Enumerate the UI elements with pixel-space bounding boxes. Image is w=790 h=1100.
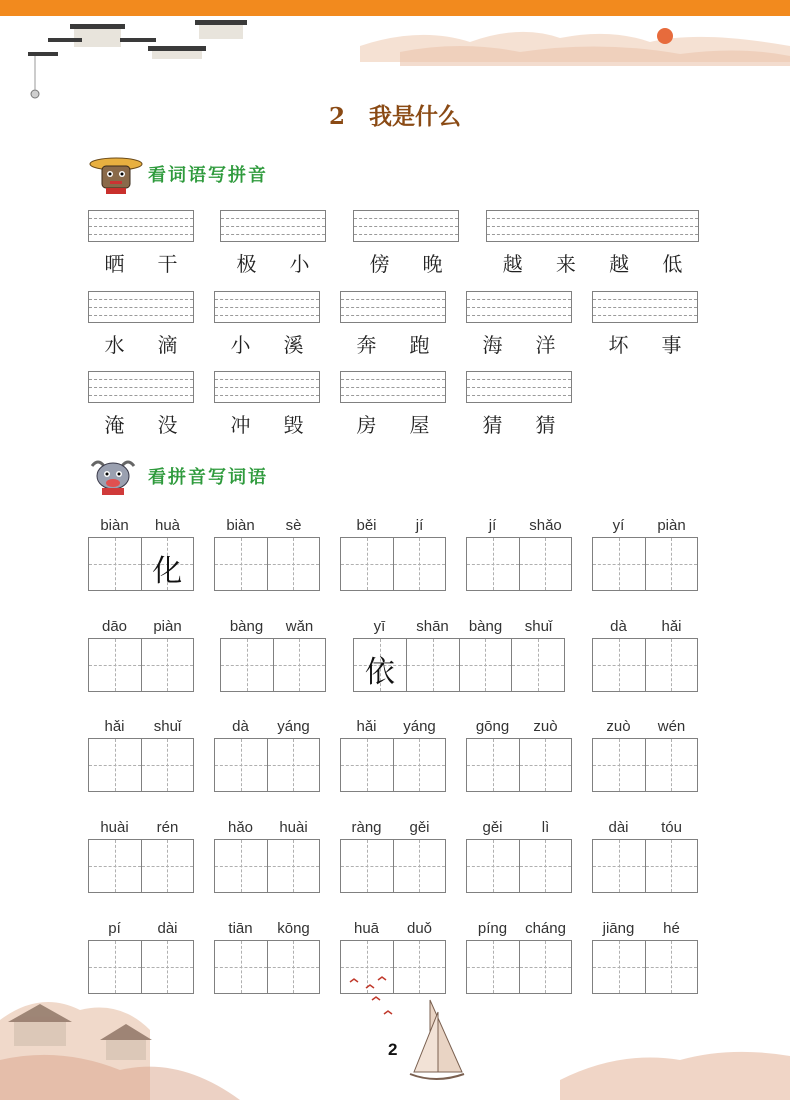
pinyin-syllable: yí — [612, 517, 625, 534]
pinyin-writing-box[interactable] — [340, 371, 446, 403]
character-word-item — [88, 616, 194, 692]
character-writing-grid — [214, 537, 320, 591]
word-character: 小 — [289, 252, 310, 276]
pinyin-midline — [487, 226, 698, 227]
pinyin-word-item — [466, 371, 572, 438]
lesson-title: 我是什么 — [369, 103, 461, 130]
word-character: 越 — [502, 252, 523, 276]
character-word-item — [592, 616, 698, 692]
pinyin-syllable: huài — [279, 819, 308, 836]
character-writing-grid — [592, 738, 698, 792]
pinyin-writing-box[interactable] — [88, 371, 194, 403]
word-character: 来 — [555, 252, 576, 276]
pinyin-midline — [593, 307, 697, 308]
character-word-item — [466, 716, 572, 792]
pinyin-midline — [341, 387, 445, 388]
pinyin-syllable: hǎi — [356, 718, 377, 735]
word-character: 没 — [157, 413, 178, 437]
pinyin-syllable: ràng — [351, 819, 382, 836]
pinyin-syllable: gěi — [482, 819, 503, 836]
pinyin-midline — [467, 387, 571, 388]
word-characters — [466, 329, 572, 358]
character-cell[interactable] — [467, 739, 519, 791]
word-character: 猜 — [482, 413, 503, 437]
character-word-item — [466, 515, 572, 591]
character-cell[interactable] — [393, 538, 446, 590]
pinyin-syllable: zuò — [533, 718, 558, 735]
character-cell[interactable] — [341, 739, 393, 791]
word-character: 猜 — [535, 413, 556, 437]
pinyin-midline — [89, 387, 193, 388]
pinyin-syllable: hǎo — [227, 819, 254, 836]
pinyin-label-row — [88, 616, 194, 638]
character-cell[interactable] — [89, 840, 141, 892]
pinyin-syllable: zuò — [606, 718, 631, 735]
word-characters — [88, 248, 194, 277]
pinyin-word-item — [220, 210, 326, 277]
pinyin-label-row — [88, 716, 194, 738]
pinyin-label-row — [340, 515, 446, 537]
pinyin-label-row — [592, 817, 698, 839]
pinyin-label-row — [214, 716, 320, 738]
character-word-item — [88, 817, 194, 893]
word-characters — [88, 409, 194, 438]
word-characters — [340, 329, 446, 358]
pinyin-syllable: píng — [477, 920, 508, 937]
character-writing-grid — [466, 738, 572, 792]
character-cell[interactable] — [519, 739, 572, 791]
character-word-item — [214, 716, 320, 792]
character-writing-grid — [88, 839, 194, 893]
pinyin-label-row — [214, 515, 320, 537]
character-cell[interactable] — [593, 538, 645, 590]
pinyin-syllable: dāo — [101, 618, 128, 635]
pinyin-syllable: shuǐ — [524, 618, 553, 635]
pinyin-syllable: běi — [356, 517, 377, 534]
word-character: 毁 — [283, 413, 304, 437]
pinyin-midline — [215, 307, 319, 308]
pinyin-syllable: biàn — [226, 517, 255, 534]
character-cell[interactable] — [273, 639, 326, 691]
word-character: 小 — [230, 333, 251, 357]
pinyin-syllable: shuǐ — [153, 718, 182, 735]
character-writing-grid — [592, 638, 698, 692]
character-cell[interactable] — [141, 639, 194, 691]
pinyin-writing-box[interactable] — [592, 291, 698, 323]
pinyin-syllable: duǒ — [406, 920, 433, 937]
character-word-item — [340, 817, 446, 893]
character-word-item — [592, 817, 698, 893]
character-cell[interactable] — [215, 739, 267, 791]
given-character: 依 — [364, 655, 395, 690]
pinyin-label-row — [340, 817, 446, 839]
word-character: 跑 — [409, 333, 430, 357]
character-cell[interactable] — [354, 639, 406, 691]
word-character: 水 — [104, 333, 125, 357]
character-writing-grid — [88, 638, 194, 692]
pinyin-syllable: yī — [373, 618, 386, 635]
top-orange-bar — [0, 0, 790, 16]
character-word-item — [353, 616, 565, 692]
pinyin-syllable: jiāng — [602, 920, 635, 937]
word-character: 晒 — [104, 252, 125, 276]
character-cell[interactable] — [593, 840, 645, 892]
lesson-number: 2 — [328, 103, 345, 130]
word-characters — [88, 329, 194, 358]
character-writing-grid — [214, 738, 320, 792]
character-writing-grid — [466, 537, 572, 591]
character-cell[interactable] — [141, 739, 194, 791]
pinyin-word-item — [88, 210, 194, 277]
word-character: 淹 — [104, 413, 125, 437]
word-character: 坏 — [608, 333, 629, 357]
pinyin-label-row — [466, 817, 572, 839]
pinyin-word-item — [592, 291, 698, 358]
pinyin-syllable: tóu — [661, 819, 682, 836]
word-character: 冲 — [230, 413, 251, 437]
pinyin-midline — [354, 226, 458, 227]
character-cell[interactable] — [267, 739, 320, 791]
word-character: 洋 — [535, 333, 556, 357]
word-character: 奔 — [356, 333, 377, 357]
character-cell[interactable] — [645, 739, 698, 791]
pinyin-label-row — [592, 918, 698, 940]
pinyin-syllable: dà — [610, 618, 627, 635]
character-cell[interactable] — [593, 739, 645, 791]
pinyin-syllable: shǎo — [529, 517, 562, 534]
cartoon-hat-character-icon — [88, 154, 146, 194]
character-writing-grid — [88, 738, 194, 792]
pinyin-writing-box[interactable] — [466, 371, 572, 403]
character-cell[interactable] — [141, 840, 194, 892]
page-number: 2 — [388, 1040, 398, 1059]
pinyin-syllable: cháng — [525, 920, 566, 937]
word-character: 房 — [356, 413, 377, 437]
word-characters — [214, 409, 320, 438]
word-character: 干 — [157, 252, 178, 276]
character-word-item — [214, 817, 320, 893]
character-cell[interactable] — [89, 739, 141, 791]
pinyin-syllable: shān — [416, 618, 449, 635]
character-word-item — [214, 515, 320, 591]
pinyin-writing-box[interactable] — [340, 291, 446, 323]
character-cell[interactable] — [467, 840, 519, 892]
character-word-item — [88, 515, 194, 591]
pinyin-midline — [89, 307, 193, 308]
cartoon-ox-character-icon — [88, 456, 146, 496]
character-cell[interactable] — [341, 538, 393, 590]
character-cell[interactable] — [215, 538, 267, 590]
pinyin-word-item — [88, 291, 194, 358]
word-characters — [592, 329, 698, 358]
pinyin-syllable: biàn — [100, 517, 129, 534]
pinyin-syllable: huà — [154, 517, 181, 534]
character-writing-grid — [340, 839, 446, 893]
pinyin-syllable: bàng — [229, 618, 264, 635]
pinyin-word-item — [214, 291, 320, 358]
character-cell[interactable] — [519, 840, 572, 892]
character-cell[interactable] — [511, 639, 564, 691]
pinyin-label-row — [220, 616, 326, 638]
pinyin-syllable: yáng — [277, 718, 310, 735]
pinyin-syllable: hǎi — [661, 618, 682, 635]
word-characters — [220, 248, 326, 277]
character-writing-grid — [220, 638, 326, 692]
pinyin-writing-box[interactable] — [214, 291, 320, 323]
pinyin-word-item — [340, 291, 446, 358]
pinyin-label-row — [592, 515, 698, 537]
word-character: 事 — [661, 333, 682, 357]
pinyin-label-row — [214, 918, 320, 940]
pinyin-syllable: lì — [541, 819, 550, 836]
character-writing-grid — [340, 537, 446, 591]
pinyin-word-item — [88, 371, 194, 438]
pinyin-syllable: dài — [157, 920, 178, 937]
section-1-label: 看词语写拼音 — [148, 165, 268, 186]
character-cell[interactable] — [467, 538, 519, 590]
character-cell[interactable] — [519, 538, 572, 590]
pinyin-midline — [215, 387, 319, 388]
pinyin-writing-box[interactable] — [466, 291, 572, 323]
pinyin-label-row — [592, 616, 698, 638]
pinyin-label-row — [88, 918, 194, 940]
character-word-item — [592, 515, 698, 591]
character-cell[interactable] — [267, 538, 320, 590]
word-characters — [486, 248, 699, 277]
pinyin-label-row — [466, 716, 572, 738]
character-writing-grid — [592, 839, 698, 893]
character-word-item — [592, 716, 698, 792]
pinyin-syllable: huā — [353, 920, 380, 937]
word-character: 晚 — [422, 252, 443, 276]
pinyin-midline — [89, 226, 193, 227]
pinyin-syllable: sè — [285, 517, 302, 534]
word-character: 海 — [482, 333, 503, 357]
character-cell[interactable] — [645, 639, 698, 691]
word-character: 滴 — [157, 333, 178, 357]
character-writing-grid — [88, 537, 194, 591]
pinyin-writing-box[interactable] — [214, 371, 320, 403]
pinyin-syllable: wén — [657, 718, 686, 735]
pinyin-syllable: kōng — [277, 920, 310, 937]
word-characters — [353, 248, 459, 277]
character-word-item — [88, 716, 194, 792]
word-character: 溪 — [283, 333, 304, 357]
pinyin-writing-box[interactable] — [88, 291, 194, 323]
pinyin-writing-box[interactable] — [353, 210, 459, 242]
pinyin-syllable: huài — [100, 819, 129, 836]
character-cell[interactable] — [221, 639, 273, 691]
character-writing-grid — [353, 638, 565, 692]
character-cell[interactable] — [215, 840, 267, 892]
pinyin-word-item — [466, 291, 572, 358]
character-writing-grid — [592, 537, 698, 591]
pinyin-syllable: gěi — [409, 819, 430, 836]
pinyin-syllable: gōng — [475, 718, 510, 735]
pinyin-label-row — [214, 817, 320, 839]
pinyin-syllable: hé — [663, 920, 680, 937]
character-word-item — [466, 817, 572, 893]
word-characters — [466, 409, 572, 438]
pinyin-syllable: bàng — [468, 618, 503, 635]
character-cell[interactable] — [89, 639, 141, 691]
character-cell[interactable] — [393, 739, 446, 791]
word-character: 屋 — [409, 413, 430, 437]
character-cell[interactable] — [645, 538, 698, 590]
bottom-landscape-decoration — [0, 960, 790, 1100]
character-word-item — [340, 716, 446, 792]
character-cell[interactable] — [393, 840, 446, 892]
character-cell[interactable] — [459, 639, 512, 691]
character-cell[interactable] — [267, 840, 320, 892]
character-cell[interactable] — [341, 840, 393, 892]
character-cell[interactable] — [89, 538, 141, 590]
pinyin-label-row — [88, 817, 194, 839]
section-header-write-pinyin — [88, 154, 268, 194]
character-cell[interactable] — [141, 538, 194, 590]
pinyin-midline — [221, 226, 325, 227]
pinyin-syllable: rén — [156, 819, 179, 836]
pinyin-syllable: piàn — [657, 517, 686, 534]
pinyin-midline — [467, 307, 571, 308]
word-character: 傍 — [369, 252, 390, 276]
pinyin-word-item — [486, 210, 699, 277]
pinyin-syllable: yáng — [403, 718, 436, 735]
pinyin-label-row — [353, 616, 565, 638]
word-characters — [214, 329, 320, 358]
pinyin-midline — [341, 307, 445, 308]
pinyin-syllable: dà — [232, 718, 249, 735]
word-character: 越 — [609, 252, 630, 276]
word-characters — [340, 409, 446, 438]
section-header-write-words — [88, 456, 268, 496]
pinyin-word-item — [353, 210, 459, 277]
pinyin-writing-box[interactable] — [220, 210, 326, 242]
character-word-item — [340, 515, 446, 591]
pinyin-syllable: jí — [415, 517, 424, 534]
page-title — [0, 98, 790, 131]
pinyin-syllable: hǎi — [104, 718, 125, 735]
character-cell[interactable] — [406, 639, 459, 691]
pinyin-word-item — [340, 371, 446, 438]
character-writing-grid — [466, 839, 572, 893]
pinyin-label-row — [466, 515, 572, 537]
pinyin-syllable: pí — [108, 920, 121, 937]
pinyin-syllable: piàn — [153, 618, 182, 635]
pinyin-syllable: wǎn — [285, 618, 314, 635]
given-character: 化 — [152, 554, 183, 589]
pinyin-writing-box[interactable] — [88, 210, 194, 242]
word-character: 极 — [236, 252, 257, 276]
character-writing-grid — [214, 839, 320, 893]
pinyin-label-row — [466, 918, 572, 940]
pinyin-syllable: tiān — [228, 920, 253, 937]
pinyin-label-row — [88, 515, 194, 537]
pinyin-word-item — [214, 371, 320, 438]
character-cell[interactable] — [593, 639, 645, 691]
word-character: 低 — [662, 252, 683, 276]
section-2-label: 看拼音写词语 — [148, 467, 268, 488]
pinyin-label-row — [592, 716, 698, 738]
pinyin-writing-box[interactable] — [486, 210, 699, 242]
character-word-item — [220, 616, 326, 692]
pinyin-syllable: jí — [488, 517, 497, 534]
pinyin-label-row — [340, 716, 446, 738]
character-cell[interactable] — [645, 840, 698, 892]
pinyin-label-row — [340, 918, 446, 940]
character-writing-grid — [340, 738, 446, 792]
pinyin-syllable: dài — [608, 819, 629, 836]
